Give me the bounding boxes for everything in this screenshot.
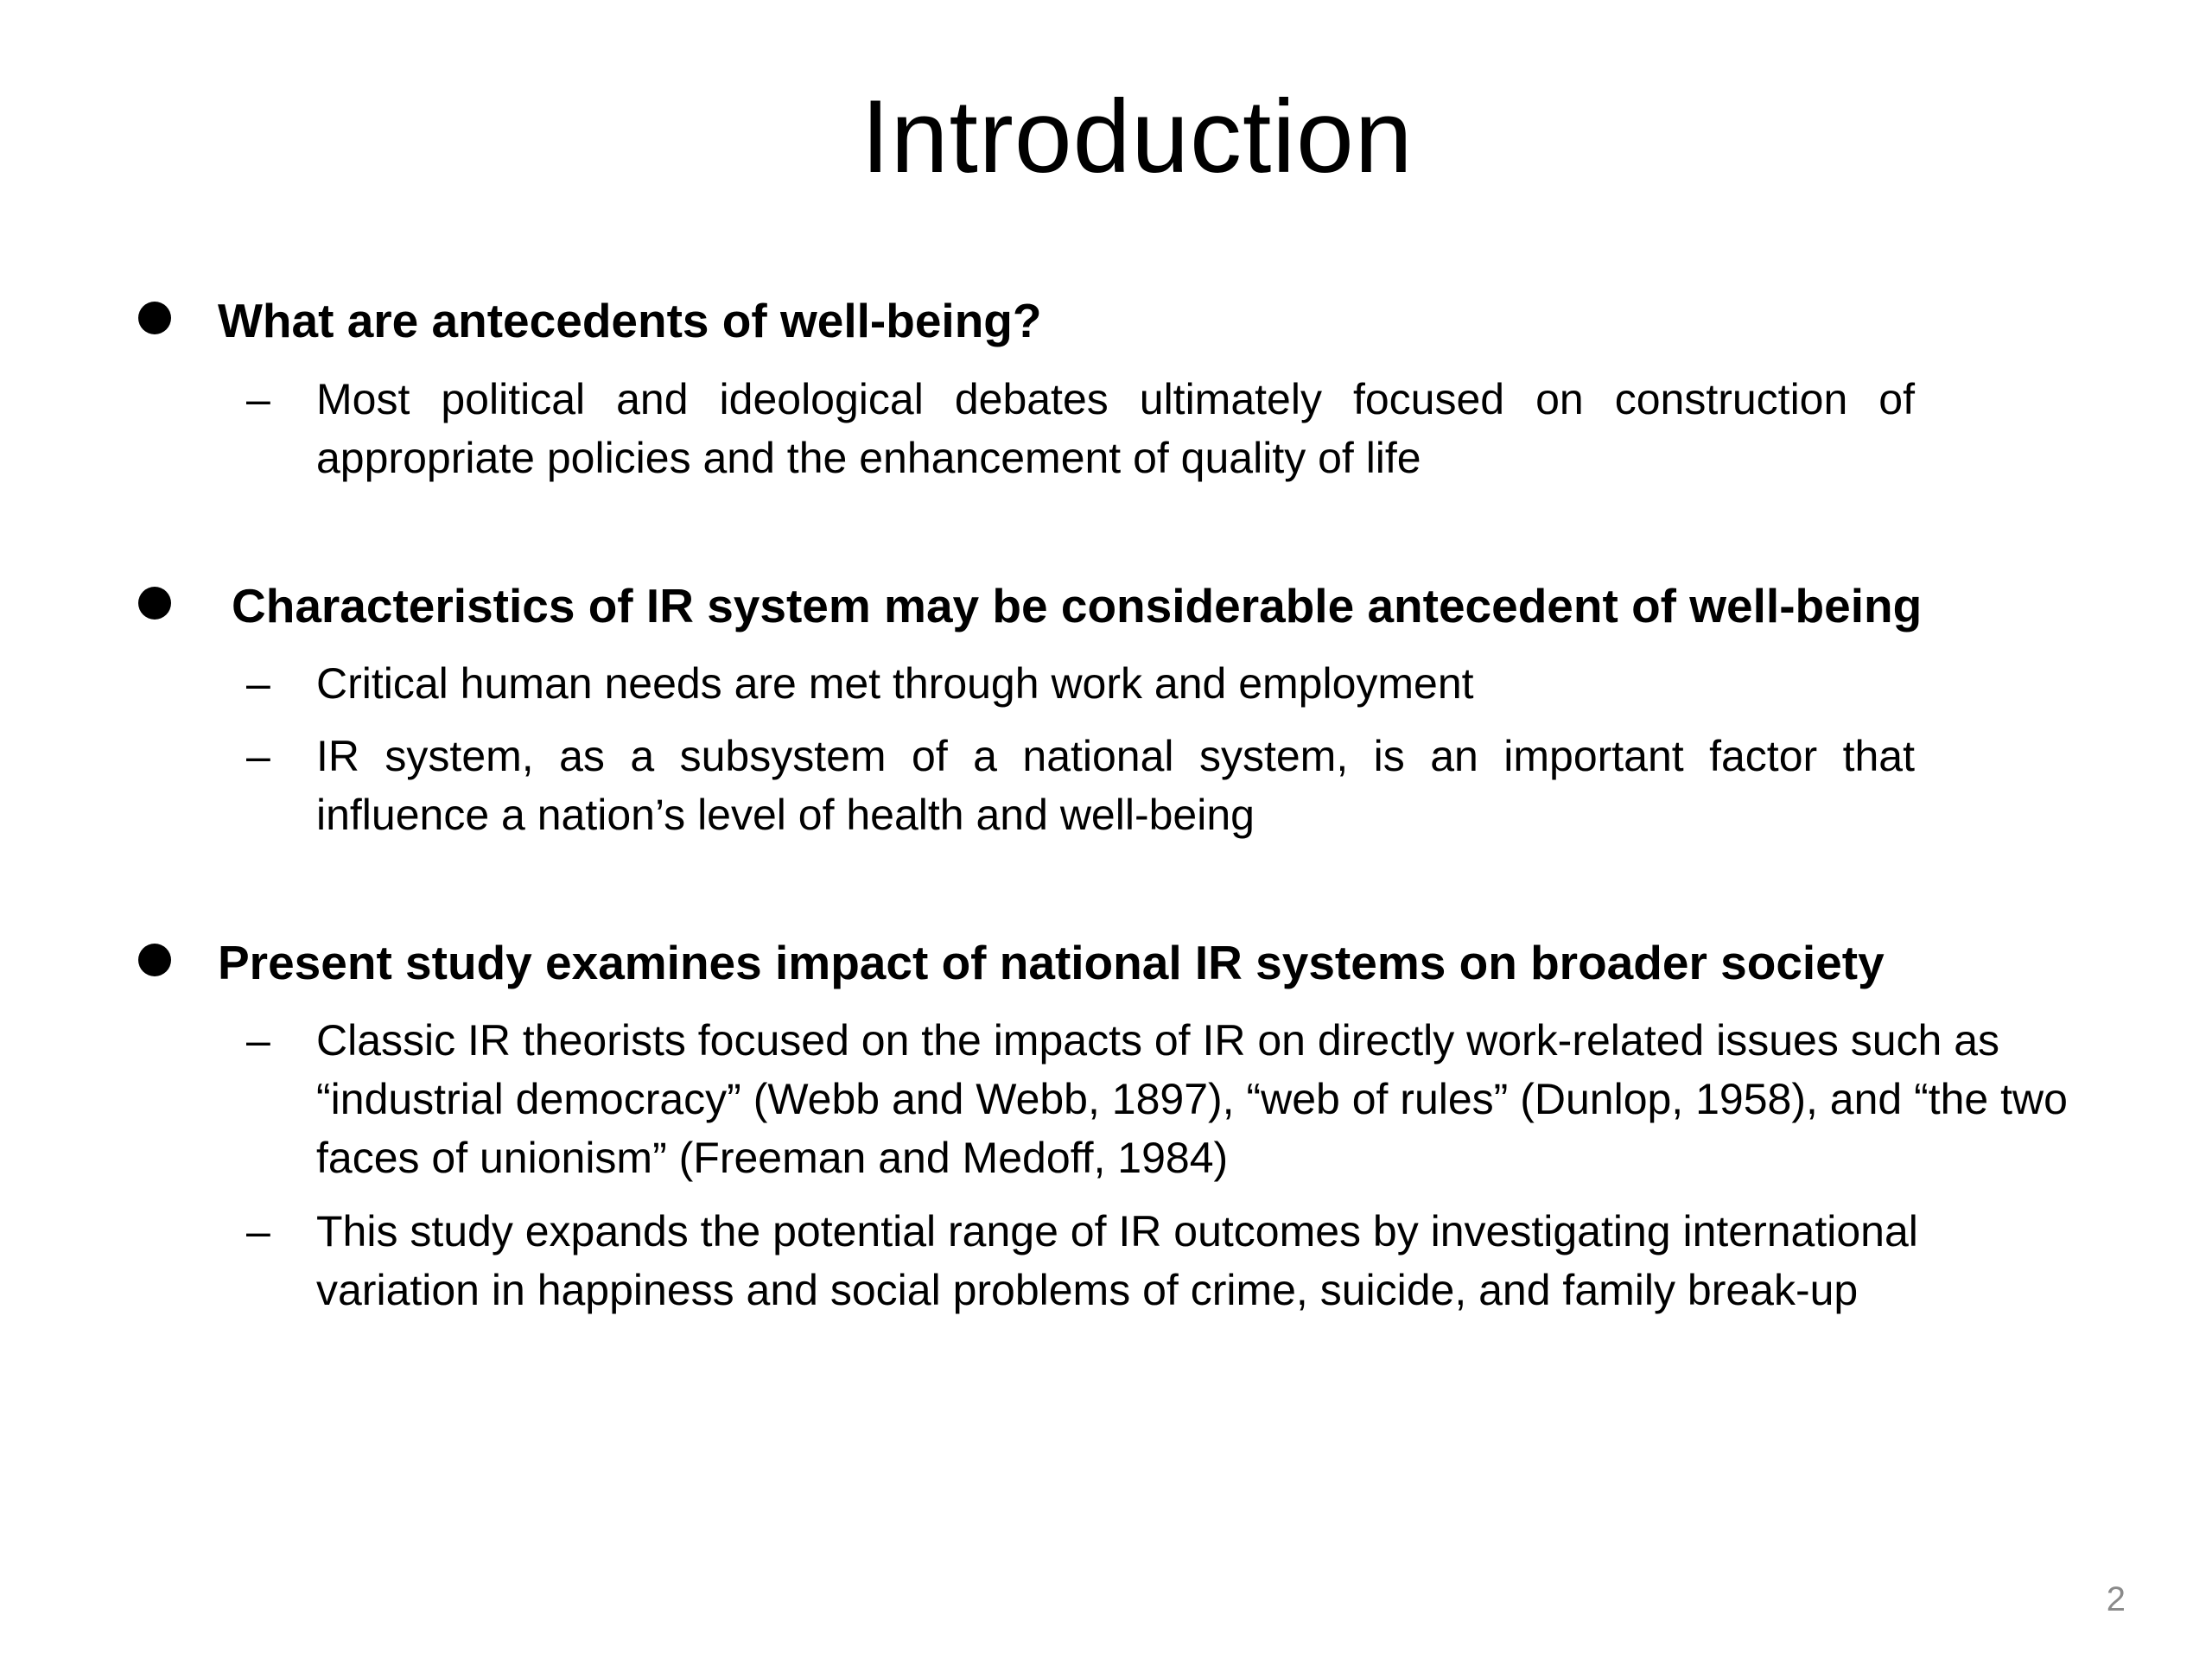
sub-item-classic-theorists: Classic IR theorists focused on the impacts of IR on directly work-related issues such as “industrial democracy” (Webb and Webb, 1897), “web of rules” (Dunlop, 1958), and “the two faces of unionism” (Freeman and Medoff, 1984) xyxy=(316,1016,2068,1182)
section-heading-present-study: Present study examines impact of national IR systems on broader society xyxy=(218,936,1885,989)
dash-icon: – xyxy=(246,1207,270,1255)
sub-item-human-needs: Critical human needs are met through work and employment xyxy=(316,659,1474,708)
dash-icon: – xyxy=(246,375,270,423)
sub-item-ir-subsystem: IR system, as a subsystem of a national system, is an important factor that influence a nation’s level of health and well-being xyxy=(316,732,1915,839)
dash-icon: – xyxy=(246,659,270,708)
dash-icon: – xyxy=(246,732,270,780)
section-heading-antecedents: What are antecedents of well-being? xyxy=(218,294,1042,347)
slide-title: Introduction xyxy=(861,79,1414,194)
sub-item-political-debates: Most political and ideological debates ultimately focused on construction of appropriate policies and the enhancement of quality of life xyxy=(316,375,1915,482)
section-heading-ir-characteristics: Characteristics of IR system may be considerable antecedent of well-being xyxy=(232,579,1923,632)
page-number: 2 xyxy=(2106,1580,2126,1618)
dash-icon: – xyxy=(246,1016,270,1065)
sub-item-study-expands: This study expands the potential range of IR outcomes by investigating international variation in happiness and social problems of crime, suicide, and family break-up xyxy=(316,1207,1918,1314)
